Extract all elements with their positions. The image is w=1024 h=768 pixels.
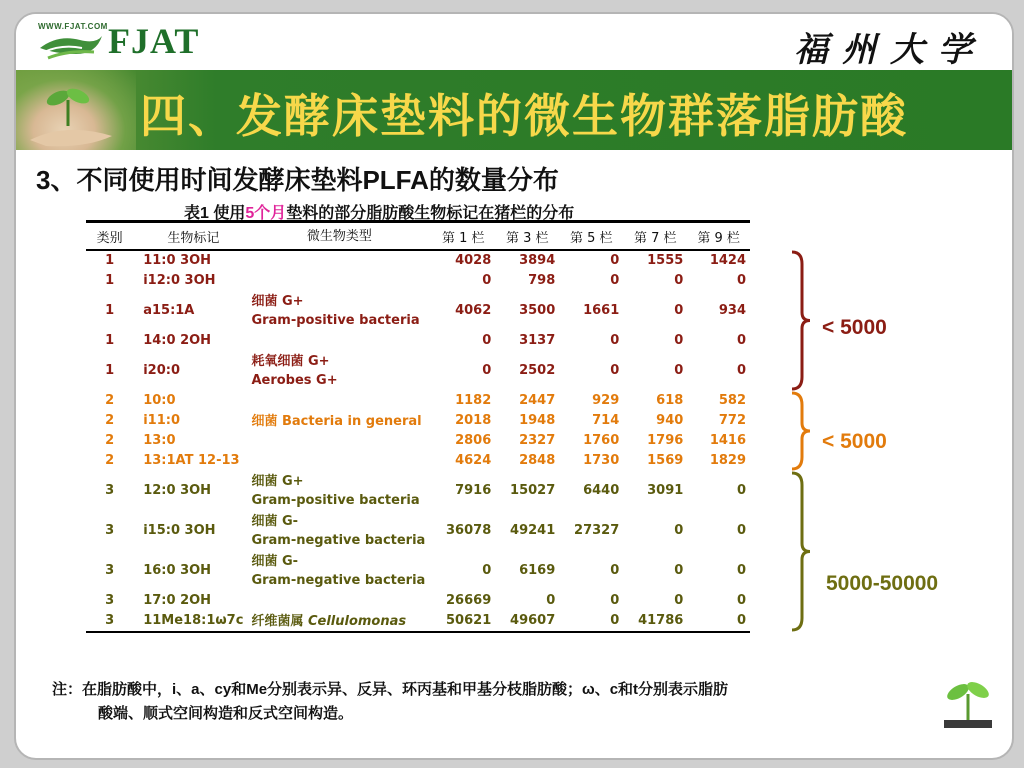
cell-value: 0 (736, 593, 746, 608)
cell-value: 0 (610, 363, 620, 378)
cell-value: 26669 (446, 593, 492, 608)
table-row (86, 611, 750, 632)
cell-marker: 13:1AT 12-13 (143, 453, 240, 468)
caption-suffix: 垫料的部分脂肪酸生物标记在猪栏的分布 (286, 205, 575, 222)
cell-value: 4028 (455, 253, 492, 268)
cell-value: 0 (736, 563, 746, 578)
cell-value: 0 (736, 483, 746, 498)
cell-value: 2447 (519, 393, 556, 408)
logo-url: WWW.FJAT.COM (38, 22, 108, 31)
header-pen-3: 第 3 栏 (495, 222, 559, 251)
cell-marker: i15:0 3OH (143, 523, 216, 538)
cell-marker: 17:0 2OH (143, 593, 212, 608)
table-row (86, 411, 750, 431)
cell-value: 0 (687, 611, 750, 632)
cell-value: 49241 (510, 523, 556, 538)
cell-value: 3894 (519, 253, 556, 268)
type-line-1: 耗氧细菌 G+ (251, 354, 330, 369)
leaf-logo-icon (38, 32, 104, 62)
header (16, 14, 1012, 70)
type-line-2: Gram-positive bacteria (251, 493, 420, 508)
header-marker: 生物标记 (133, 222, 247, 251)
header-type: 微生物类型 (247, 222, 431, 251)
cell-value: 0 (736, 273, 746, 288)
cell-type (247, 250, 431, 271)
cell-value: 0 (674, 273, 684, 288)
cell-type (247, 431, 431, 451)
university-logo: 福州大学 (794, 30, 986, 70)
cell-value: 2502 (519, 363, 556, 378)
logo-fjat: FJAT (108, 21, 200, 61)
cell-value: 2848 (519, 453, 556, 468)
cell-type (247, 551, 431, 591)
cell-type (247, 411, 431, 431)
type-line-1: 细菌 G+ (251, 294, 304, 309)
table-header-row (86, 222, 750, 251)
table-row (86, 551, 750, 591)
cell-value: 1829 (709, 453, 746, 468)
cell-value: 772 (718, 413, 746, 428)
header-pen-7: 第 7 栏 (623, 222, 687, 251)
cell-value: 0 (610, 593, 620, 608)
footnote-line-1: 注：在脂肪酸中，i、a、cy和Me分别表示异、反异、环丙基和甲基分枝脂肪酸；ω、c和t分别表示脂肪 (52, 681, 729, 698)
cell-value: 3137 (519, 333, 556, 348)
cell-category: 2 (105, 453, 115, 468)
cell-value: 50621 (431, 611, 495, 632)
table-row (86, 471, 750, 511)
cell-marker: i11:0 (143, 413, 180, 428)
section-subtitle: 3、不同使用时间发酵床垫料PLFA的数量分布 (36, 165, 559, 195)
cell-marker: 13:0 (143, 433, 176, 448)
cell-type (247, 611, 431, 632)
cell-marker: 10:0 (143, 393, 176, 408)
type-line-1: 细菌 G+ (251, 474, 304, 489)
cell-value: 0 (674, 363, 684, 378)
type-line-2: Aerobes G+ (251, 373, 338, 388)
type-line-2: Gram-negative bacteria (251, 573, 426, 588)
cell-value: 618 (656, 393, 684, 408)
cell-value: 2806 (455, 433, 492, 448)
cell-value: 0 (559, 611, 623, 632)
table-row (86, 431, 750, 451)
cell-value: 49607 (495, 611, 559, 632)
cell-value: 714 (592, 413, 620, 428)
cell-value: 1760 (583, 433, 620, 448)
table-row (86, 351, 750, 391)
header-pen-1: 第 1 栏 (431, 222, 495, 251)
plfa-table (86, 220, 750, 633)
cell-category: 1 (105, 363, 115, 378)
cell-value: 2018 (455, 413, 492, 428)
cell-value: 0 (674, 333, 684, 348)
cell-value: 1569 (647, 453, 684, 468)
footnote (52, 678, 972, 726)
table-row (86, 391, 750, 411)
cell-marker: 11Me18:1ω7c (133, 611, 247, 632)
header-pen-5: 第 5 栏 (559, 222, 623, 251)
cell-type (247, 471, 431, 511)
cell-category: 2 (105, 413, 115, 428)
cell-value: 1796 (647, 433, 684, 448)
cell-value: 3500 (519, 303, 556, 318)
cell-value: 6440 (583, 483, 620, 498)
cell-value: 36078 (446, 523, 492, 538)
cell-marker: 16:0 3OH (143, 563, 212, 578)
cell-value: 7916 (455, 483, 492, 498)
cell-marker: i12:0 3OH (143, 273, 216, 288)
type-line-2: Gram-negative bacteria (251, 533, 426, 548)
cell-type (247, 271, 431, 291)
cell-value: 0 (736, 523, 746, 538)
cell-value: 27327 (574, 523, 620, 538)
brace-label-group-1: < 5000 (822, 316, 887, 339)
table-row (86, 511, 750, 551)
table-row (86, 331, 750, 351)
cell-value: 0 (546, 593, 556, 608)
cell-value: 2327 (519, 433, 556, 448)
cell-value: 0 (482, 363, 492, 378)
cell-value: 0 (482, 273, 492, 288)
cell-value: 0 (610, 273, 620, 288)
cell-value: 6169 (519, 563, 556, 578)
brace-label-group-3: 5000-50000 (826, 572, 939, 595)
cell-value: 0 (736, 363, 746, 378)
cell-category: 1 (105, 303, 115, 318)
brace-label-group-2: < 5000 (822, 430, 887, 453)
cell-value: 0 (674, 563, 684, 578)
cell-value: 798 (528, 273, 556, 288)
cell-marker: 12:0 3OH (143, 483, 212, 498)
cell-value: 0 (674, 303, 684, 318)
table-row (86, 291, 750, 331)
cell-value: 0 (610, 333, 620, 348)
cell-value: 1948 (519, 413, 556, 428)
cell-value: 934 (718, 303, 746, 318)
cell-value: 1661 (583, 303, 620, 318)
caption-highlight: 5个月 (245, 205, 287, 222)
cell-type (247, 331, 431, 351)
cell-category: 1 (105, 273, 115, 288)
cell-value: 15027 (510, 483, 556, 498)
cell-value: 1182 (455, 393, 492, 408)
type-line-1: 纤维菌属 (251, 613, 308, 629)
cell-value: 3091 (647, 483, 684, 498)
cell-category: 1 (105, 253, 115, 268)
table-row (86, 451, 750, 471)
caption-prefix: 表1 使用 (184, 205, 246, 222)
cell-type (247, 291, 431, 331)
cell-type (247, 511, 431, 551)
cell-category: 3 (105, 523, 115, 538)
cell-value: 1730 (583, 453, 620, 468)
cell-category: 2 (105, 393, 115, 408)
cell-category: 3 (105, 593, 115, 608)
cell-type (247, 451, 431, 471)
hands-seedling-photo (16, 70, 136, 150)
cell-marker: i20:0 (143, 363, 180, 378)
cell-value: 1555 (647, 253, 684, 268)
type-line-1: 细菌 G- (251, 514, 299, 529)
cell-value: 0 (736, 333, 746, 348)
cell-type (247, 351, 431, 391)
cell-category: 3 (105, 483, 115, 498)
table-row (86, 591, 750, 611)
cell-category: 3 (86, 611, 133, 632)
cell-marker: 11:0 3OH (143, 253, 212, 268)
cell-value: 0 (610, 563, 620, 578)
table-row (86, 271, 750, 291)
cell-value: 0 (674, 523, 684, 538)
sprout-icon (938, 670, 998, 730)
page-title: 四、发酵床垫料的微生物群落脂肪酸 (140, 89, 908, 143)
cell-value: 4624 (455, 453, 492, 468)
cell-value: 940 (656, 413, 684, 428)
cell-value: 0 (482, 333, 492, 348)
cell-type (247, 591, 431, 611)
type-genus: Cellulomonas (307, 613, 407, 629)
header-pen-9: 第 9 栏 (687, 222, 750, 251)
cell-category: 3 (105, 563, 115, 578)
cell-value: 929 (592, 393, 620, 408)
type-line-1: 细菌 Bacteria in general (251, 413, 422, 429)
cell-value: 1416 (709, 433, 746, 448)
cell-type (247, 391, 431, 411)
cell-value: 41786 (623, 611, 687, 632)
cell-category: 1 (105, 333, 115, 348)
cell-value: 1424 (709, 253, 746, 268)
title-banner (16, 70, 1012, 150)
cell-value: 582 (718, 393, 746, 408)
cell-marker: a15:1A (143, 303, 195, 318)
header-category: 类别 (86, 222, 133, 251)
cell-category: 2 (105, 433, 115, 448)
type-line-2: Gram-positive bacteria (251, 313, 420, 328)
cell-value: 0 (610, 253, 620, 268)
cell-value: 4062 (455, 303, 492, 318)
type-line-1: 细菌 G- (251, 554, 299, 569)
table-row (86, 250, 750, 271)
cell-value: 0 (482, 563, 492, 578)
seedling-icon (16, 70, 136, 150)
cell-value: 0 (674, 593, 684, 608)
footnote-line-2: 酸端、顺式空间构造和反式空间构造。 (98, 705, 354, 722)
cell-marker: 14:0 2OH (143, 333, 212, 348)
